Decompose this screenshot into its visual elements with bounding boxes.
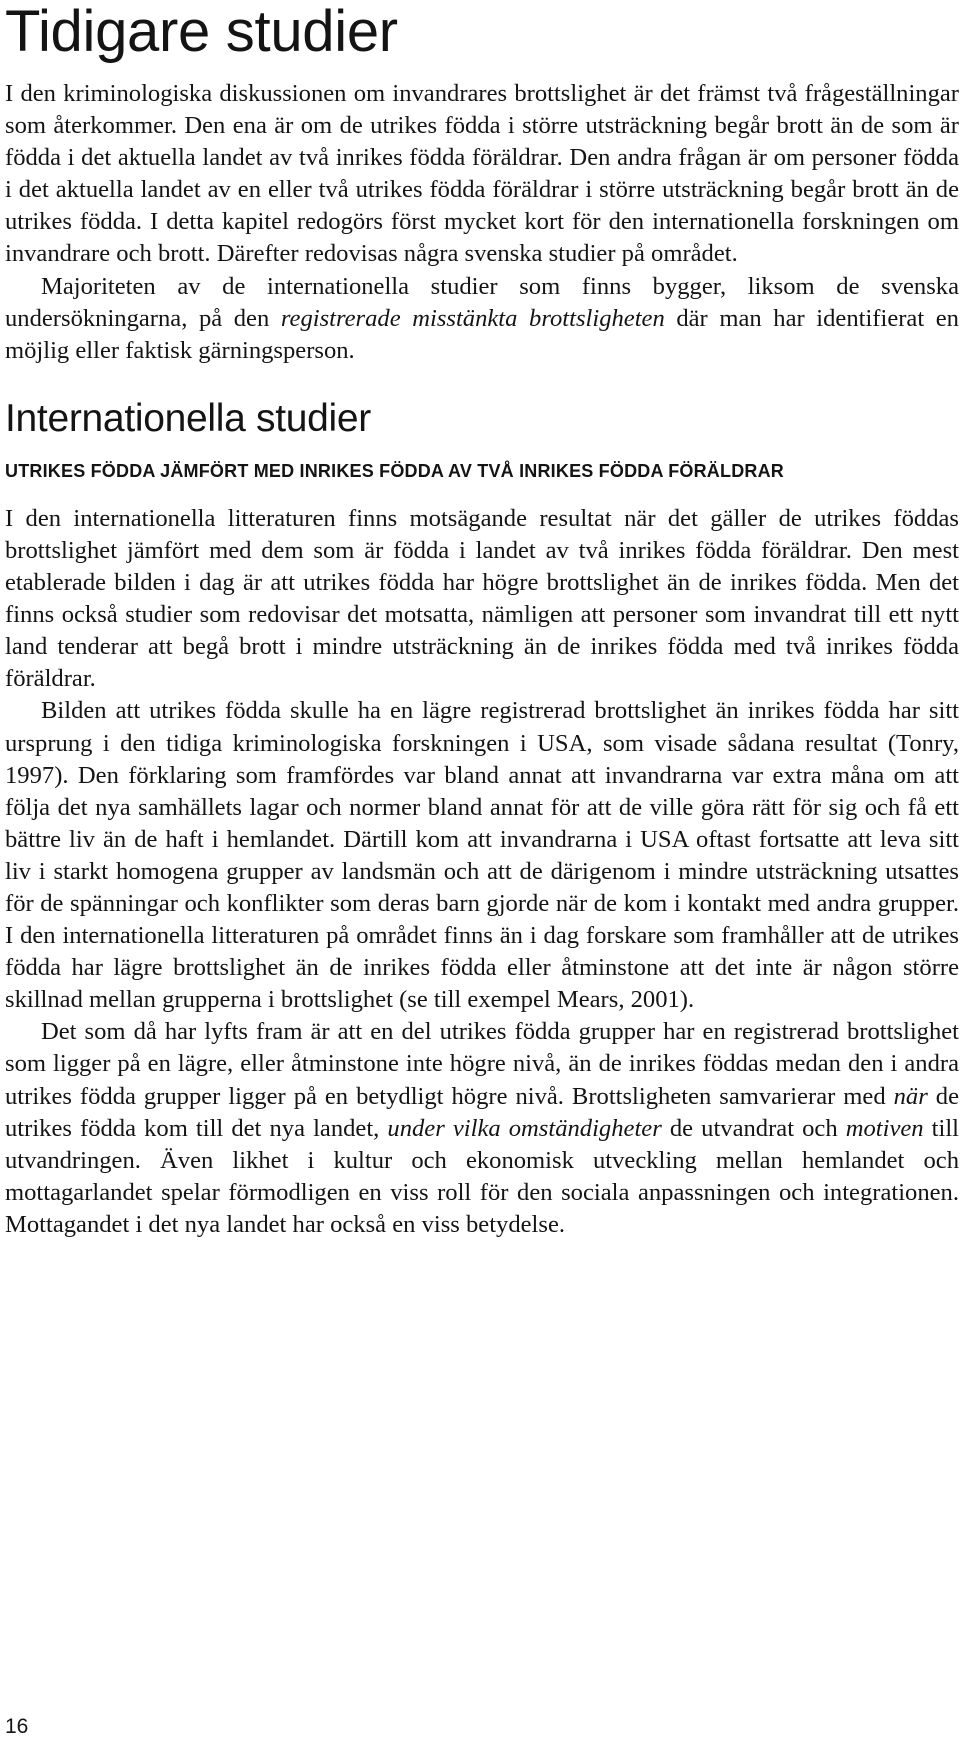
page-number: 16: [5, 1715, 29, 1738]
paragraph-5-italic-motives: motiven: [845, 1114, 924, 1142]
paragraph-1: [5, 78, 959, 271]
paragraph-5-text-c: de utvandrat och: [661, 1114, 846, 1142]
document-page: [5, 0, 959, 1241]
paragraph-3-text: I den internationella litteraturen finns motsägande resultat när det gäller de utrikes föddas brottslighet jämfört med dem som är födda i landet av två inrikes födda föräldrar. Den mest etablerade bilden i dag är att utrikes födda har högre brottslighet än de inrikes födda. Men det finns också studier som redovisar det motsatta, nämligen att personer som invandrat till ett nytt land tenderar att begå brott i mindre utsträckning än de inrikes födda med två inrikes födda föräldrar.: [5, 504, 959, 693]
paragraph-2-italic: registrerade misstänkta brottsligheten: [280, 304, 665, 332]
paragraph-5-italic-circumstances: under vilka omständigheter: [387, 1114, 662, 1142]
paragraph-2-text-a: Majoriteten av de internationella studier som finns bygger, liksom de svenska undersökningarna, på den: [5, 272, 959, 332]
paragraph-5-text-a: Det som då har lyfts fram är att en del utrikes födda grupper har en registrerad brottslighet som ligger på en lägre, eller åtminstone inte högre nivå, än de inrikes föddas medan den i andra utrikes födda grupper ligger på en betydligt högre nivå. Brottsligheten samvarierar med: [5, 1018, 959, 1110]
paragraph-5: [5, 1016, 959, 1241]
paragraph-4-text: Bilden att utrikes födda skulle ha en lägre registrerad brottslighet än inrikes födda har sitt ursprung i den tidiga kriminologiska forskningen i USA, som visade sådana resultat (Tonry, 1997). Den förklaring som framfördes var bland annat att invandrarna var extra måna om att följa det nya samhällets lagar och normer bland annat för att de ville göra rätt för sig och få ett bättre liv än de haft i hemlandet. Därtill kom att invandrarna i USA oftast fortsatte att leva sitt liv i starkt homogena grupper av landsmän och att de därigenom i mindre utsträckning utsattes för de spänningar och konflikter som deras barn gjorde när de kom i kontakt med andra grupper. I den internationella litteraturen på området finns än i dag forskare som framhåller att de utrikes födda har lägre brottslighet än de inrikes födda eller åtminstone att det inte är någon större skillnad mellan grupperna i brottslighet (se till exempel Mears, 2001).: [5, 697, 959, 1014]
paragraph-1-text: I den kriminologiska diskussionen om invandrares brottslighet är det främst två frågeställningar som återkommer. Den ena är om de utrikes födda i större utsträckning begår brott än de som är födda i det aktuella landet av två inrikes födda föräldrar. Den andra frågan är om personer födda i det aktuella landet av en eller två utrikes födda föräldrar i större utsträckning begår brott än de utrikes födda. I detta kapitel redogörs först mycket kort för den internationella forskningen om invandrare och brott. Därefter redovisas några svenska studier på området.: [5, 80, 959, 268]
paragraph-3: [5, 503, 959, 696]
paragraph-2-text-b: där man har identifierat en möjlig eller faktisk gärningsperson.: [5, 304, 959, 364]
paragraph-2: [5, 271, 959, 367]
subsection-title: UTRIKES FÖDDA JÄMFÖRT MED INRIKES FÖDDA AV TVÅ INRIKES FÖDDA FÖRÄLDRAR: [5, 460, 784, 481]
section-title: Internationella studier: [5, 396, 371, 440]
paragraph-5-text-b: de utrikes födda kom till det nya landet,: [5, 1082, 959, 1142]
chapter-title: Tidigare studier: [5, 0, 398, 64]
paragraph-4: [5, 695, 959, 1016]
paragraph-5-italic-when: när: [893, 1082, 928, 1110]
paragraph-5-text-d: till utvandringen. Även likhet i kultur och ekonomisk utveckling mellan hemlandet och mottagarlandet spelar förmodligen en viss roll för den sociala anpassningen och integrationen. Mottagandet i det nya landet har också en viss betydelse.: [5, 1114, 960, 1238]
